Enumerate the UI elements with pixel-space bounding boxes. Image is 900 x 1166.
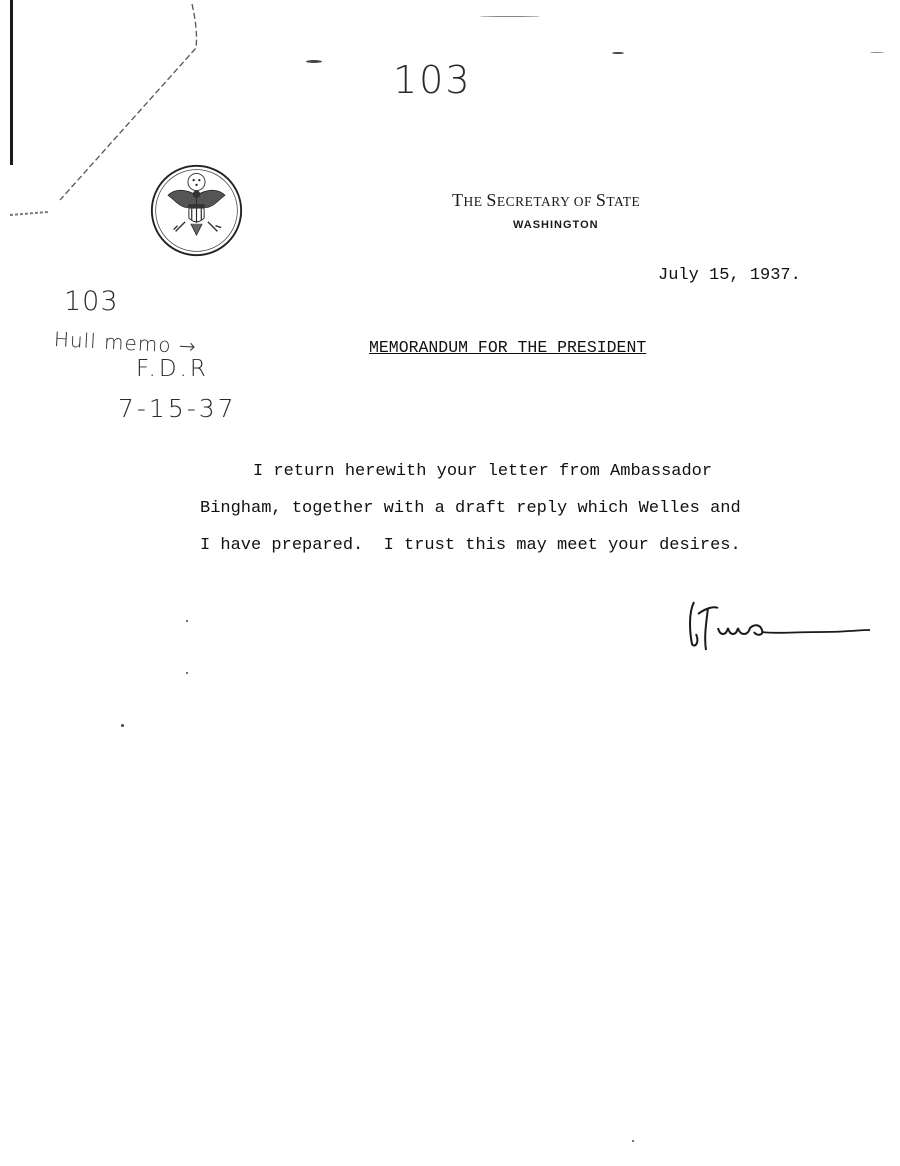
scan-speck (121, 724, 124, 727)
memo-heading: MEMORANDUM FOR THE PRESIDENT (369, 338, 647, 357)
great-seal-icon (149, 163, 244, 258)
memo-date: July 15, 1937. (658, 266, 801, 285)
scan-speck (632, 1140, 634, 1142)
scan-speck (306, 60, 322, 63)
scan-speck (612, 52, 624, 54)
scan-speck (186, 672, 188, 674)
handwritten-date: 7-15-37 (118, 394, 237, 423)
memo-body-line: I have prepared. I trust this may meet your desires. (200, 536, 741, 555)
letterhead-title: THE SECRETARY OF STATE (452, 190, 641, 210)
scan-speck (186, 620, 188, 622)
handwritten-margin-note: Hull memo → (53, 327, 198, 359)
scan-speck (870, 52, 884, 53)
memo-body-line: I return herewith your letter from Ambassador (253, 462, 713, 481)
scan-speck (480, 16, 540, 17)
letterhead-city: WASHINGTON (513, 219, 599, 231)
signature (684, 594, 874, 654)
memo-body-line: Bingham, together with a draft reply which Welles and (200, 499, 741, 518)
handwritten-file-number: 103 (393, 58, 472, 102)
handwritten-initials: F.D.R (136, 356, 209, 382)
handwritten-margin-number: 103 (64, 286, 119, 317)
